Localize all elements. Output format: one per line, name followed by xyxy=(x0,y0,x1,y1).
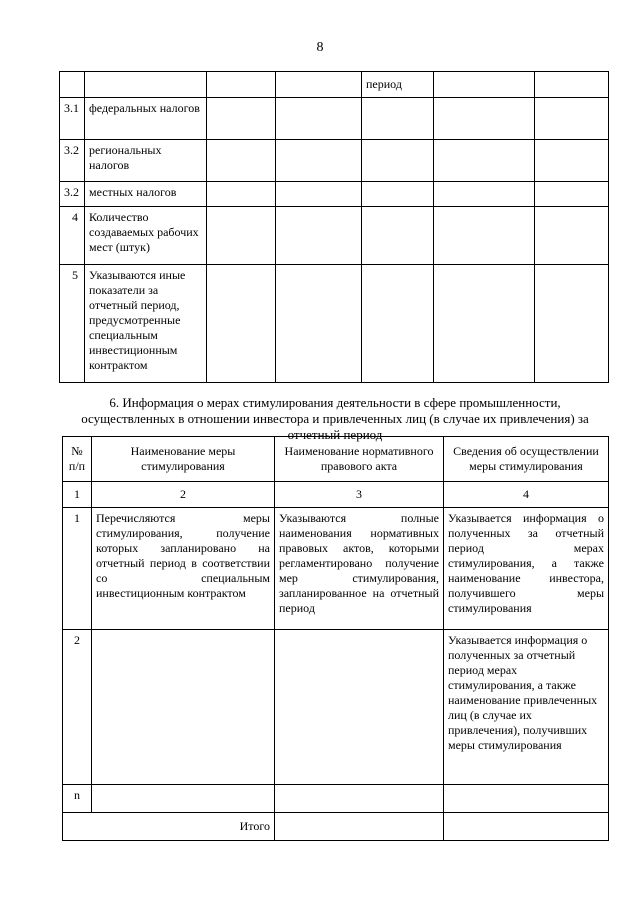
table-row xyxy=(63,508,609,630)
total-label: Итого xyxy=(63,813,275,841)
table-row xyxy=(60,140,609,182)
row-label: региональных налогов xyxy=(85,140,207,182)
column-number: 1 xyxy=(63,482,92,508)
row-number: 1 xyxy=(63,508,92,630)
legal-act xyxy=(275,785,444,813)
row-label: Указываются иные показатели за отчетный период, предусмотренные специальным инвестиционным контрактом xyxy=(85,265,207,383)
table-row xyxy=(60,72,609,98)
table-row xyxy=(60,265,609,383)
section-title: 6. Информация о мерах стимулирования деятельности в сфере промышленности, осуществленных в отношении инвестора и привлеченных лиц (в случае их привлечения) за отчетный период xyxy=(81,395,589,442)
table-row xyxy=(63,785,609,813)
row-number: n xyxy=(63,785,92,813)
measure-name: Перечисляются меры стимулирования, получение которых запланировано на отчетный период в соответствии со специальным инвестиционным контрактом xyxy=(92,508,275,630)
row-number: 3.2 xyxy=(60,182,85,207)
row-number: 5 xyxy=(60,265,85,383)
column-number: 3 xyxy=(275,482,444,508)
column-number-row xyxy=(63,482,609,508)
row-number: 2 xyxy=(63,630,92,785)
table-row xyxy=(63,630,609,785)
row-number: 3.1 xyxy=(60,98,85,140)
measure-name xyxy=(92,630,275,785)
table-row xyxy=(60,207,609,265)
column-header: № п/п xyxy=(63,437,92,482)
row-label: Количество создаваемых рабочих мест (штук) xyxy=(85,207,207,265)
column-number: 4 xyxy=(444,482,609,508)
column-header: Наименование нормативного правового акта xyxy=(275,437,444,482)
row-number: 4 xyxy=(60,207,85,265)
column-header: Наименование меры стимулирования xyxy=(92,437,275,482)
row-label: местных налогов xyxy=(85,182,207,207)
legal-act xyxy=(275,630,444,785)
row-number: 3.2 xyxy=(60,140,85,182)
measure-info: Указывается информация о полученных за отчетный период мерах стимулирования, а также наименование инвестора, получившего меры стимулирования xyxy=(444,508,609,630)
stimulus-measures-table xyxy=(62,436,609,841)
table-row xyxy=(60,182,609,207)
table-row xyxy=(60,98,609,140)
page-number: 8 xyxy=(316,40,324,55)
total-row xyxy=(63,813,609,841)
measure-name xyxy=(92,785,275,813)
indicators-table xyxy=(59,71,609,383)
legal-act: Указываются полные наименования нормативных правовых актов, которыми регламентировано получение мер стимулирования, запланированное на отчетный период xyxy=(275,508,444,630)
measure-info xyxy=(444,785,609,813)
column-number: 2 xyxy=(92,482,275,508)
row-label: федеральных налогов xyxy=(85,98,207,140)
period-label: период xyxy=(362,72,434,98)
header-row xyxy=(63,437,609,482)
column-header: Сведения об осуществлении меры стимулирования xyxy=(444,437,609,482)
measure-info: Указывается информация о полученных за отчетный период мерах стимулирования, а также наименование привлеченных лиц (в случае их привлечения), получивших меры стимулирования xyxy=(444,630,609,785)
